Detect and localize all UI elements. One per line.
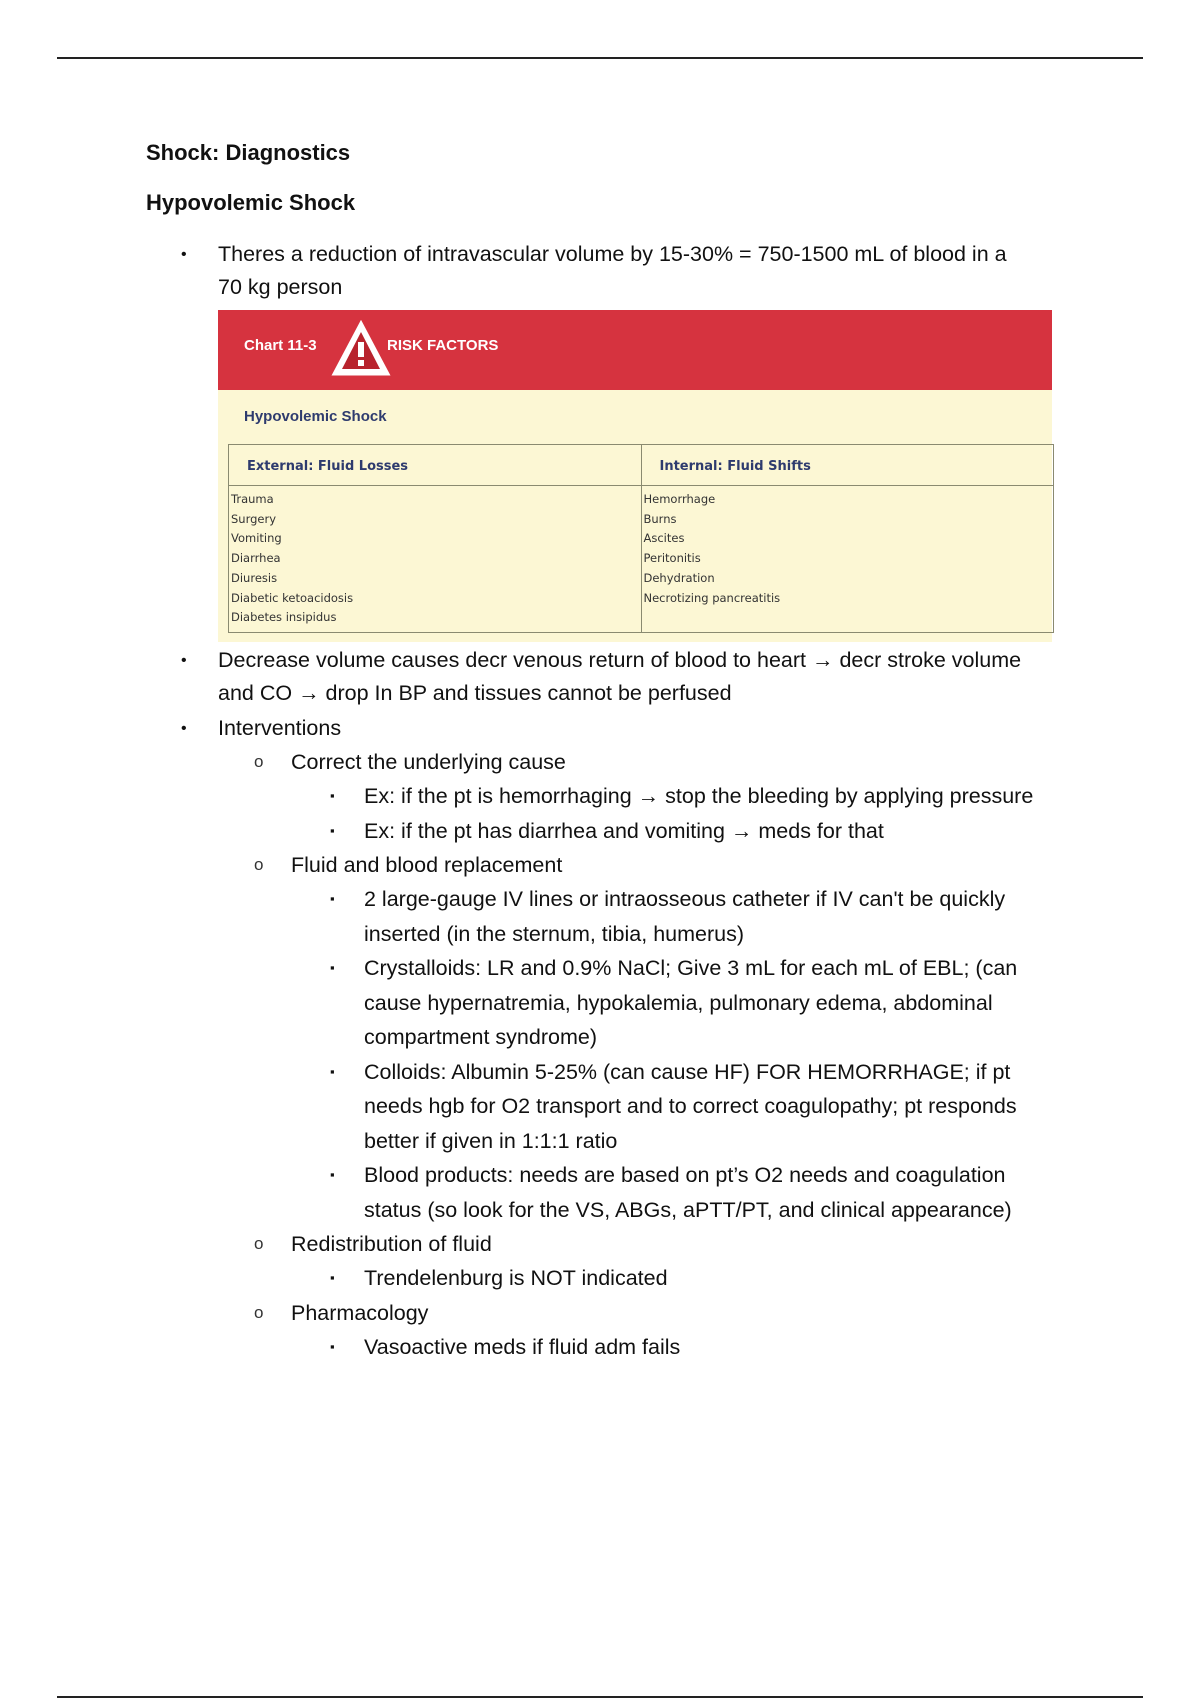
square-bullet-icon: ▪ — [330, 1338, 335, 1354]
list-item — [146, 238, 1106, 304]
list-item: Peritonitis — [643, 551, 701, 566]
table-cell — [229, 486, 642, 633]
list-item — [146, 644, 1106, 710]
square-bullet-icon: ▪ — [330, 1167, 335, 1182]
header-rule — [57, 57, 1143, 59]
square-bullet-icon: ▪ — [330, 960, 335, 975]
detail-text: 2 large-gauge IV lines or intraosseous catheter if IV can't be quickly — [364, 887, 1006, 911]
detail-item — [146, 814, 1106, 849]
list-item: Hemorrhage — [643, 492, 716, 506]
detail-text: Trendelenburg is NOT indicated — [364, 1266, 668, 1290]
detail-item — [146, 882, 1106, 951]
list-item: Diabetes insipidus — [231, 610, 337, 625]
document-body — [146, 140, 1106, 1364]
list-item: Vomiting — [231, 531, 282, 546]
sub-list-item — [146, 745, 1106, 779]
circle-bullet-icon: o — [254, 855, 264, 874]
warning-icon — [330, 320, 392, 378]
bullet-text: and CO → drop In BP and tissues cannot be perfused — [218, 681, 732, 705]
risk-table — [228, 444, 1054, 633]
sub-item-text: Pharmacology — [291, 1300, 429, 1325]
list-item: Dehydration — [643, 570, 715, 585]
detail-item — [146, 1330, 1106, 1365]
bullet-text: 70 kg person — [218, 275, 343, 299]
list-item: Surgery — [231, 511, 277, 526]
bullet-text: Interventions — [218, 716, 342, 740]
risk-factors-chart — [218, 310, 1052, 642]
chart-heading: RISK FACTORS — [387, 337, 499, 354]
detail-item — [146, 1055, 1106, 1159]
detail-text: Vasoactive meds if fluid adm fails — [364, 1334, 681, 1359]
detail-item — [146, 779, 1106, 814]
circle-bullet-icon: o — [254, 1234, 264, 1253]
detail-text: inserted (in the sternum, tibia, humerus) — [364, 921, 744, 946]
detail-text: Colloids: Albumin 5-25% (can cause HF) FOR HEMORRHAGE; if pt — [364, 1059, 1011, 1084]
chart-body — [218, 390, 1052, 642]
detail-item — [146, 1261, 1106, 1296]
detail-item — [146, 1158, 1106, 1227]
detail-text: compartment syndrome) — [364, 1025, 597, 1049]
bullet-text: Decrease volume causes decr venous return of blood to heart → decr stroke volume — [218, 648, 1022, 672]
page-title: Shock: Diagnostics — [146, 140, 351, 165]
detail-text: cause hypernatremia, hypokalemia, pulmonary edema, abdominal — [364, 990, 993, 1015]
section-heading: Hypovolemic Shock — [146, 190, 356, 215]
square-bullet-icon: ▪ — [330, 1063, 335, 1079]
sub-list-item — [146, 848, 1106, 882]
chart-number: Chart 11-3 — [244, 337, 317, 354]
circle-bullet-icon: o — [254, 1302, 264, 1322]
circle-bullet-icon: o — [254, 752, 264, 771]
detail-text: Ex: if the pt has diarrhea and vomiting → meds for that — [364, 818, 884, 843]
table-cell — [641, 486, 1054, 633]
square-bullet-icon: ▪ — [330, 1270, 335, 1285]
list-item: Diarrhea — [231, 551, 281, 566]
square-bullet-icon: ▪ — [330, 788, 335, 803]
column-header: External: Fluid Losses — [229, 445, 642, 486]
bullet-icon: • — [181, 720, 187, 737]
sub-list-item — [146, 1227, 1106, 1261]
list-item: Ascites — [643, 531, 685, 546]
column-header: Internal: Fluid Shifts — [641, 445, 1054, 486]
bullet-icon: • — [181, 652, 187, 669]
chart-subheading: Hypovolemic Shock — [244, 408, 387, 425]
sub-item-text: Redistribution of fluid — [291, 1232, 492, 1256]
sub-list-item — [146, 1296, 1106, 1330]
square-bullet-icon: ▪ — [330, 822, 335, 838]
detail-text: status (so look for the VS, ABGs, aPTT/PT, and clinical appearance) — [364, 1197, 1012, 1222]
chart-header — [218, 310, 1052, 390]
detail-text: Crystalloids: LR and 0.9% NaCl; Give 3 mL for each mL of EBL; (can — [364, 956, 1018, 980]
bullet-text: Theres a reduction of intravascular volume by 15-30% = 750-1500 mL of blood in a — [218, 242, 1007, 266]
detail-text: Blood products: needs are based on pt’s O2 needs and coagulation — [364, 1163, 1006, 1187]
square-bullet-icon: ▪ — [330, 891, 335, 906]
detail-text: Ex: if the pt is hemorrhaging → stop the bleeding by applying pressure — [364, 784, 1034, 808]
sub-item-text: Correct the underlying cause — [291, 750, 566, 774]
list-item: Trauma — [231, 492, 274, 506]
list-item: Diuresis — [231, 570, 278, 585]
footer-rule — [57, 1696, 1143, 1698]
bullet-icon: • — [181, 246, 187, 263]
list-item: Diabetic ketoacidosis — [231, 590, 354, 605]
list-item: Necrotizing pancreatitis — [643, 590, 781, 605]
detail-text: better if given in 1:1:1 ratio — [364, 1128, 618, 1153]
list-item: Burns — [643, 511, 677, 526]
sub-item-text: Fluid and blood replacement — [291, 853, 563, 877]
detail-item — [146, 951, 1106, 1055]
list-item — [146, 712, 1106, 745]
detail-text: needs hgb for O2 transport and to correct coagulopathy; pt responds — [364, 1094, 1017, 1118]
